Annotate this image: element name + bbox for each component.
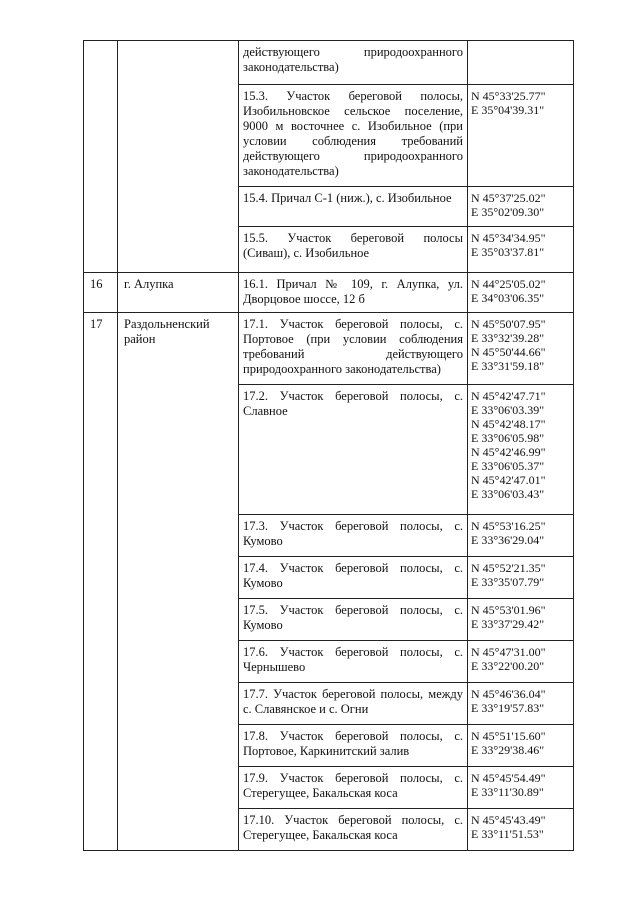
coordinates-cell — [468, 641, 574, 683]
coordinates-cell — [468, 227, 574, 273]
coordinate-line: N 45°42'47.01" — [471, 473, 546, 487]
description-cell: 16.1. Причал № 109, г. Алупка, ул. Дворцовое шоссе, 12 б — [239, 273, 468, 313]
coordinates-cell — [468, 557, 574, 599]
coordinate-line: N 45°50'07.95" — [471, 317, 546, 331]
description-cell: 17.8. Участок береговой полосы, с. Портовое, Каркинитский залив — [239, 725, 468, 767]
sites-table — [83, 40, 574, 851]
description-cell: 17.1. Участок береговой полосы, с. Портовое (при условии соблюдения требований действующего природоохранного законодательства) — [239, 313, 468, 385]
coordinate-line: E 35°02'09.30" — [471, 205, 545, 219]
coordinate-line: N 45°42'48.17" — [471, 417, 546, 431]
description-cell: 17.4. Участок береговой полосы, с. Кумово — [239, 557, 468, 599]
coordinate-line: E 33°06'05.98" — [471, 431, 545, 445]
description-cell: 15.5. Участок береговой полосы (Сиваш), с. Изобильное — [239, 227, 468, 273]
coordinate-line: N 45°52'21.35" — [471, 561, 546, 575]
description-cell: 15.3. Участок береговой полосы, Изобильновское сельское поселение, 9000 м восточнее с. Изобильное (при условии соблюдения требований действующего природоохранного законодательства) — [239, 85, 468, 187]
table-row — [84, 313, 574, 385]
description-cell: 17.9. Участок береговой полосы, с. Стерегущее, Бакальская коса — [239, 767, 468, 809]
coordinate-line: N 45°34'34.95" — [471, 231, 546, 245]
coordinate-line: N 45°42'47.71" — [471, 389, 546, 403]
description-cell: 17.2. Участок береговой полосы, с. Славное — [239, 385, 468, 515]
description-cell: 17.6. Участок береговой полосы, с. Чернышево — [239, 641, 468, 683]
coordinate-line: N 45°47'31.00" — [471, 645, 546, 659]
coordinate-line: N 45°53'01.96" — [471, 603, 546, 617]
coordinate-line: N 45°50'44.66" — [471, 345, 546, 359]
coordinate-line: E 33°31'59.18" — [471, 359, 545, 373]
description-cell: 17.7. Участок береговой полосы, между с. Славянское и с. Огни — [239, 683, 468, 725]
coordinates-cell — [468, 515, 574, 557]
coordinate-line: E 33°35'07.79" — [471, 575, 545, 589]
coordinates-cell — [468, 683, 574, 725]
coordinate-line: N 45°51'15.60" — [471, 729, 546, 743]
coordinates-cell — [468, 767, 574, 809]
coordinates-cell — [468, 85, 574, 187]
location-cell — [118, 41, 239, 273]
coordinate-line: E 33°19'57.83" — [471, 701, 545, 715]
coordinate-line: E 33°06'03.43" — [471, 487, 545, 501]
coordinate-line: E 35°04'39.31" — [471, 103, 545, 117]
coordinates-cell — [468, 599, 574, 641]
coordinates-cell — [468, 385, 574, 515]
location-cell: Раздольненский район — [118, 313, 239, 851]
coordinate-line: E 33°06'05.37" — [471, 459, 545, 473]
coordinates-cell — [468, 273, 574, 313]
coordinate-line: E 33°22'00.20" — [471, 659, 545, 673]
description-cell: 17.3. Участок береговой полосы, с. Кумово — [239, 515, 468, 557]
location-cell: г. Алупка — [118, 273, 239, 313]
coordinate-line: E 33°06'03.39" — [471, 403, 545, 417]
coordinates-cell — [468, 725, 574, 767]
coordinate-line: E 34°03'06.35" — [471, 291, 545, 305]
coordinate-line: N 45°45'54.49" — [471, 771, 546, 785]
coordinate-line: N 45°53'16.25" — [471, 519, 546, 533]
description-cell: 17.10. Участок береговой полосы, с. Стерегущее, Бакальская коса — [239, 809, 468, 851]
coordinates-cell — [468, 809, 574, 851]
coordinate-line: E 33°11'30.89" — [471, 785, 544, 799]
coordinate-line: E 35°03'37.81" — [471, 245, 545, 259]
table-row — [84, 273, 574, 313]
coordinate-line: N 45°42'46.99" — [471, 445, 546, 459]
coordinate-line: N 45°37'25.02" — [471, 191, 546, 205]
coordinate-line: E 33°32'39.28" — [471, 331, 545, 345]
coordinate-line: E 33°37'29.42" — [471, 617, 545, 631]
coordinate-line: N 45°33'25.77" — [471, 89, 546, 103]
row-number-cell: 16 — [84, 273, 118, 313]
coordinate-line: N 45°46'36.04" — [471, 687, 546, 701]
description-cell: 17.5. Участок береговой полосы, с. Кумово — [239, 599, 468, 641]
table-row — [84, 41, 574, 85]
coordinates-cell — [468, 41, 574, 85]
coordinate-line: E 33°11'51.53" — [471, 827, 544, 841]
row-number-cell: 17 — [84, 313, 118, 851]
coordinates-cell — [468, 313, 574, 385]
coordinate-line: E 33°36'29.04" — [471, 533, 545, 547]
description-cell: 15.4. Причал С-1 (ниж.), с. Изобильное — [239, 187, 468, 227]
coordinate-line: E 33°29'38.46" — [471, 743, 545, 757]
coordinate-line: N 44°25'05.02" — [471, 277, 546, 291]
coordinate-line: N 45°45'43.49" — [471, 813, 546, 827]
coordinates-cell — [468, 187, 574, 227]
table-body — [84, 41, 574, 851]
description-cell: действующего природоохранного законодательства) — [239, 41, 468, 85]
row-number-cell — [84, 41, 118, 273]
